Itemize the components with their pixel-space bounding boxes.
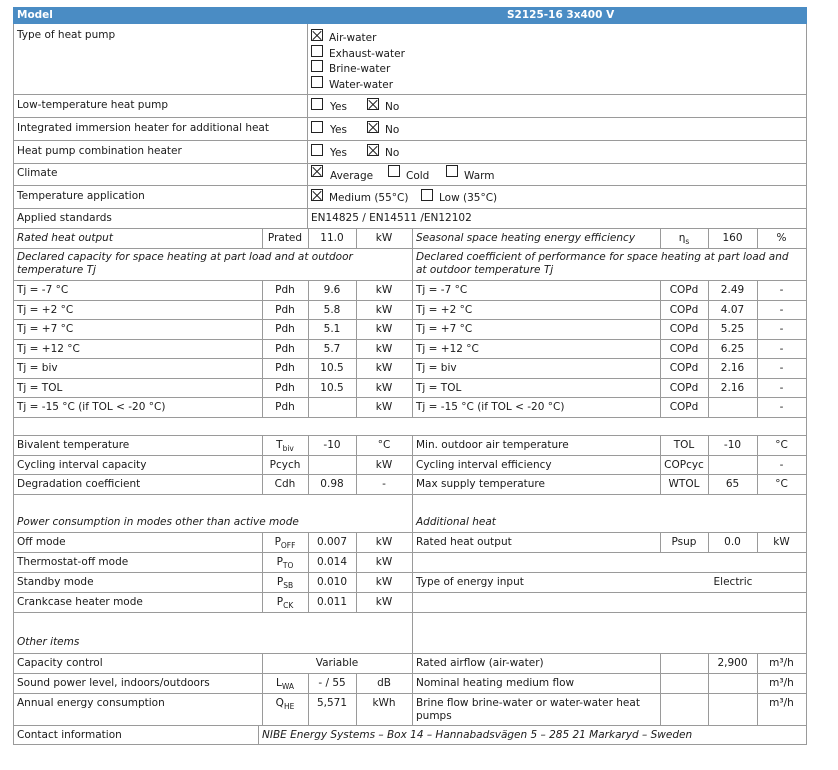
no-label: No	[385, 147, 400, 159]
power-row-unit: kW	[375, 556, 393, 568]
rated-heat-output-symbol: Prated	[267, 232, 303, 244]
power-row-symbol	[262, 596, 308, 612]
part-load-right-symbol: COPd	[669, 284, 699, 296]
power-row-label: Thermostat-off mode	[17, 556, 129, 568]
part-load-left-value: 10.5	[320, 362, 344, 374]
temperature-option-label: Low (35°C)	[439, 192, 498, 204]
bivalent-right-value: -10	[723, 439, 742, 451]
bivalent-right-value: 65	[725, 478, 740, 490]
additional-heat-heading: Additional heat	[416, 516, 496, 528]
rated-airflow-label: Rated airflow (air-water)	[416, 657, 544, 669]
climate-warm-checkbox[interactable]	[446, 165, 458, 177]
sound-power-label: Sound power level, indoors/outdoors	[17, 677, 210, 689]
bivalent-left-symbol: Cdh	[274, 478, 296, 490]
bivalent-right-symbol: WTOL	[668, 478, 700, 490]
bivalent-left-unit: °C	[377, 439, 391, 451]
temperature-option-checkbox[interactable]	[421, 189, 433, 201]
yes-no-row-label: Integrated immersion heater for additional heat	[17, 122, 269, 134]
temperature-application-label: Temperature application	[17, 190, 145, 202]
part-load-right-label: Tj = +2 °C	[416, 303, 473, 316]
part-load-left-symbol: Pdh	[275, 342, 295, 355]
sound-power-symbol-sub: WA	[281, 682, 294, 692]
bivalent-right-unit: °C	[775, 439, 788, 451]
power-row-symbol-base: P	[276, 576, 284, 588]
annual-energy-label: Annual energy consumption	[17, 697, 165, 709]
part-load-left-symbol: Pdh	[275, 284, 295, 296]
bivalent-left-label: Cycling interval capacity	[17, 458, 147, 471]
part-load-left-unit: kW	[375, 284, 393, 296]
climate-option-label: Average	[330, 170, 374, 182]
type-of-heat-pump-label: Type of heat pump	[17, 29, 116, 41]
power-row-value: 0.014	[316, 556, 348, 568]
additional-heat-rated-symbol: Psup	[671, 536, 697, 548]
rated-heat-output-label: Rated heat output	[17, 232, 113, 244]
applied-standards-value: EN14825 / EN14511 /EN12102	[311, 212, 472, 224]
energy-input-label: Type of energy input	[416, 576, 524, 588]
annual-energy-symbol-sub: HE	[283, 702, 295, 712]
bivalent-right-symbol: COPcyc	[664, 458, 704, 471]
power-row-symbol	[262, 536, 308, 552]
part-load-right-unit: -	[779, 284, 784, 296]
part-load-right-label: Tj = -15 °C (if TOL < -20 °C)	[416, 401, 565, 413]
part-load-right-value: 6.25	[720, 342, 745, 355]
part-load-right-value: 4.07	[720, 303, 745, 316]
power-row-symbol-base: P	[276, 556, 283, 568]
rated-airflow-unit: m³/h	[769, 657, 794, 669]
part-load-right-unit: -	[779, 303, 784, 316]
power-row-label: Standby mode	[17, 576, 94, 588]
checkbox-brine-water[interactable]	[311, 60, 323, 72]
part-load-left-unit: kW	[375, 323, 393, 335]
power-row-symbol-base: P	[274, 536, 281, 548]
bivalent-left-label: Degradation coefficient	[17, 478, 141, 490]
bivalent-left-symbol-sub: biv	[282, 444, 294, 454]
header-model-label: Model	[17, 9, 53, 21]
power-row-symbol-sub: CK	[283, 601, 294, 611]
part-load-left-symbol: Pdh	[275, 362, 295, 374]
part-load-right-value: 2.49	[720, 284, 745, 296]
yes-label: Yes	[330, 147, 347, 159]
part-load-left-label: Tj = +12 °C	[17, 342, 80, 355]
power-row-symbol-sub: OFF	[280, 541, 296, 551]
climate-option-label: Cold	[406, 170, 430, 182]
part-load-right-unit: -	[779, 381, 784, 394]
part-load-left-unit: kW	[375, 342, 393, 355]
part-load-right-unit: -	[779, 362, 784, 374]
part-load-right-label: Tj = +12 °C	[416, 342, 479, 355]
climate-average-checkbox[interactable]	[311, 165, 323, 177]
bivalent-right-unit: -	[779, 458, 784, 471]
part-load-left-symbol: Pdh	[275, 323, 295, 335]
capacity-control-value: Variable	[315, 657, 359, 669]
declared-cop-heading: Declared coefficient of performance for space heating at part load and at outdoor temperature Tj	[416, 251, 789, 276]
seasonal-efficiency-symbol-sub: s	[685, 237, 690, 247]
option-label: Brine-water	[329, 63, 391, 75]
seasonal-efficiency-symbol	[660, 232, 708, 248]
bivalent-left-value: 0.98	[320, 478, 344, 490]
part-load-right-unit: -	[779, 401, 784, 413]
yes-checkbox[interactable]	[311, 144, 323, 156]
temperature-option-label: Medium (55°C)	[329, 192, 409, 204]
energy-input-value: Electric	[713, 576, 753, 588]
part-load-left-label: Tj = -7 °C	[17, 284, 69, 296]
power-row-unit: kW	[375, 596, 393, 608]
power-row-label: Crankcase heater mode	[17, 596, 143, 608]
yes-checkbox[interactable]	[311, 121, 323, 133]
part-load-right-label: Tj = TOL	[416, 381, 462, 394]
part-load-left-value: 9.6	[323, 284, 341, 296]
contact-label: Contact information	[17, 729, 122, 741]
part-load-left-label: Tj = +2 °C	[17, 303, 74, 316]
seasonal-efficiency-symbol-base: η	[678, 232, 686, 244]
part-load-right-symbol: COPd	[669, 342, 699, 355]
option-label: Water-water	[329, 78, 394, 91]
power-row-value: 0.007	[316, 536, 348, 548]
part-load-right-unit: -	[779, 342, 784, 355]
rated-airflow-value: 2,900	[717, 657, 748, 669]
part-load-left-label: Tj = -15 °C (if TOL < -20 °C)	[17, 401, 166, 413]
bivalent-right-label: Max supply temperature	[416, 478, 545, 490]
bivalent-right-symbol: TOL	[673, 439, 695, 451]
climate-label: Climate	[17, 167, 58, 179]
power-row-symbol	[262, 576, 308, 592]
power-row-value: 0.011	[316, 596, 348, 608]
power-consumption-heading: Power consumption in modes other than active mode	[17, 516, 299, 528]
part-load-left-unit: kW	[375, 362, 393, 374]
rated-heat-output-unit: kW	[375, 232, 393, 244]
declared-capacity-heading: Declared capacity for space heating at part load and at outdoor temperature Tj	[17, 251, 353, 276]
additional-heat-rated-value: 0.0	[724, 536, 741, 548]
nominal-flow-unit: m³/h	[769, 677, 794, 689]
yes-no-row-label: Heat pump combination heater	[17, 145, 182, 157]
rated-heat-output-value: 11.0	[320, 232, 344, 244]
power-row-symbol-sub: SB	[283, 581, 294, 591]
applied-standards-label: Applied standards	[17, 212, 112, 224]
annual-energy-value: 5,571	[316, 697, 348, 709]
part-load-right-symbol: COPd	[669, 401, 699, 413]
power-row-unit: kW	[375, 536, 393, 548]
part-load-right-value: 5.25	[720, 323, 745, 335]
part-load-left-value: 5.7	[323, 342, 341, 355]
part-load-left-label: Tj = TOL	[17, 381, 63, 394]
part-load-left-label: Tj = biv	[17, 362, 58, 374]
power-row-symbol-base: P	[276, 596, 284, 608]
part-load-left-value: 10.5	[320, 381, 344, 394]
bivalent-left-unit: -	[382, 478, 386, 490]
no-label: No	[385, 124, 400, 136]
no-label: No	[385, 101, 400, 113]
header-bar	[13, 7, 807, 24]
yes-label: Yes	[330, 101, 347, 113]
yes-no-row-label: Low-temperature heat pump	[17, 99, 169, 111]
yes-label: Yes	[330, 124, 347, 136]
part-load-right-value: 2.16	[720, 362, 745, 374]
brine-flow-label-line1: Brine flow brine-water or water-water heat	[416, 697, 640, 709]
part-load-right-unit: -	[779, 323, 784, 335]
capacity-control-label: Capacity control	[17, 657, 103, 669]
checkbox-exhaust-water[interactable]	[311, 45, 323, 57]
sound-power-symbol	[262, 677, 308, 693]
seasonal-efficiency-unit: %	[776, 232, 787, 244]
no-checkbox[interactable]	[367, 121, 379, 133]
sound-power-symbol-base: L	[276, 677, 282, 689]
climate-option-label: Warm	[464, 170, 495, 182]
seasonal-efficiency-label: Seasonal space heating energy efficiency	[416, 232, 636, 244]
power-row-symbol-sub: TO	[282, 561, 294, 571]
part-load-right-label: Tj = +7 °C	[416, 323, 473, 335]
part-load-left-unit: kW	[375, 401, 393, 413]
brine-flow-unit: m³/h	[769, 697, 794, 709]
part-load-right-label: Tj = -7 °C	[416, 284, 468, 296]
part-load-left-unit: kW	[375, 381, 393, 394]
power-row-value: 0.010	[316, 576, 348, 588]
bivalent-right-label: Min. outdoor air temperature	[416, 439, 569, 451]
header-model-value: S2125-16 3x400 V	[507, 9, 615, 21]
option-label: Air-water	[329, 32, 377, 44]
bivalent-left-unit: kW	[375, 458, 393, 471]
checkbox-air-water[interactable]	[311, 29, 323, 41]
sound-power-value: - / 55	[318, 677, 346, 689]
part-load-left-value: 5.8	[323, 303, 341, 316]
brine-flow-label-line2: pumps	[416, 710, 452, 722]
part-load-right-symbol: COPd	[669, 362, 699, 374]
part-load-left-label: Tj = +7 °C	[17, 323, 74, 335]
nominal-flow-label: Nominal heating medium flow	[416, 677, 575, 689]
temperature-option-checkbox[interactable]	[311, 189, 323, 201]
part-load-right-label: Tj = biv	[416, 362, 457, 374]
power-row-symbol	[262, 556, 308, 572]
bivalent-left-symbol-base: T	[276, 439, 283, 451]
part-load-left-value: 5.1	[323, 323, 341, 335]
part-load-right-symbol: COPd	[669, 381, 699, 394]
bivalent-right-unit: °C	[775, 478, 788, 490]
no-checkbox[interactable]	[367, 98, 379, 110]
annual-energy-symbol-base: Q	[275, 697, 284, 709]
part-load-left-symbol: Pdh	[275, 401, 295, 413]
annual-energy-symbol	[262, 697, 308, 713]
climate-cold-checkbox[interactable]	[388, 165, 400, 177]
power-row-label: Off mode	[17, 536, 66, 548]
bivalent-left-value: -10	[323, 439, 341, 451]
seasonal-efficiency-value: 160	[722, 232, 743, 244]
no-checkbox[interactable]	[367, 144, 379, 156]
power-row-unit: kW	[375, 576, 393, 588]
part-load-left-symbol: Pdh	[275, 381, 295, 394]
part-load-right-value: 2.16	[720, 381, 745, 394]
bivalent-left-symbol	[262, 439, 308, 455]
part-load-right-symbol: COPd	[669, 323, 699, 335]
part-load-left-unit: kW	[375, 303, 393, 316]
bivalent-left-symbol: Pcych	[269, 458, 301, 471]
additional-heat-rated-unit: kW	[773, 536, 790, 548]
part-load-right-symbol: COPd	[669, 303, 699, 316]
bivalent-left-label: Bivalent temperature	[17, 439, 130, 451]
checkbox-water-water[interactable]	[311, 76, 323, 88]
option-label: Exhaust-water	[329, 47, 405, 60]
contact-value: NIBE Energy Systems – Box 14 – Hannabadsvägen 5 – 285 21 Markaryd – Sweden	[262, 729, 693, 741]
part-load-left-symbol: Pdh	[275, 303, 295, 316]
annual-energy-unit: kWh	[372, 697, 396, 709]
yes-checkbox[interactable]	[311, 98, 323, 110]
bivalent-right-label: Cycling interval efficiency	[416, 458, 552, 471]
other-items-heading: Other items	[17, 636, 80, 648]
additional-heat-rated-label: Rated heat output	[416, 536, 512, 548]
sound-power-unit: dB	[377, 677, 391, 689]
